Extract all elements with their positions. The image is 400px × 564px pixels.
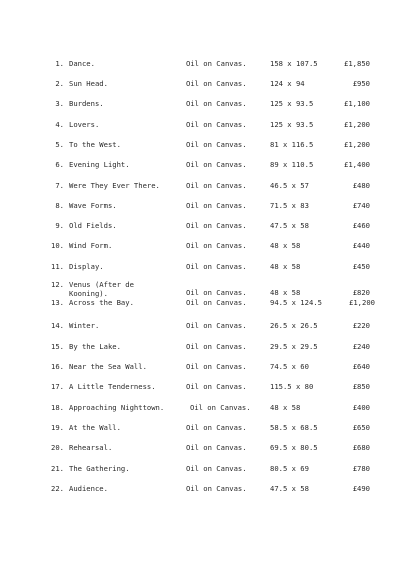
item-size: 94.5 x 124.5 — [270, 298, 322, 307]
item-medium: Oil on Canvas. — [186, 342, 247, 351]
item-number: 4. — [55, 120, 64, 129]
item-number: 18. — [51, 403, 64, 412]
item-price: £640 — [352, 362, 370, 371]
item-size: 74.5 x 60 — [270, 362, 309, 371]
item-medium: Oil on Canvas. — [186, 298, 247, 307]
item-number: 2. — [55, 79, 64, 88]
item-title: Approaching Nighttown. — [69, 403, 165, 412]
item-size: 29.5 x 29.5 — [270, 342, 318, 351]
item-size: 48 x 58 — [270, 262, 301, 271]
item-title: To the West. — [69, 140, 121, 149]
item-number: 19. — [51, 423, 64, 432]
list-item — [0, 362, 400, 376]
list-item — [0, 403, 400, 417]
item-price: £1,200 — [349, 298, 375, 307]
item-size: 46.5 x 57 — [270, 181, 309, 190]
item-size: 26.5 x 26.5 — [270, 321, 318, 330]
item-size: 47.5 x 58 — [270, 221, 309, 230]
item-size: 158 x 107.5 — [270, 59, 318, 68]
item-medium: Oil on Canvas. — [186, 201, 247, 210]
item-medium: Oil on Canvas. — [186, 362, 247, 371]
item-title: A Little Tenderness. — [69, 382, 156, 391]
item-price: £480 — [352, 181, 370, 190]
item-medium: Oil on Canvas. — [186, 160, 247, 169]
item-title: Display. — [69, 262, 104, 271]
item-size: 80.5 x 69 — [270, 464, 309, 473]
item-number: 21. — [51, 464, 64, 473]
item-number: 12. — [51, 280, 64, 289]
item-price: £950 — [352, 79, 370, 88]
item-title: Wind Form. — [69, 241, 113, 250]
item-medium: Oil on Canvas. — [186, 321, 247, 330]
list-item — [0, 423, 400, 437]
item-number: 16. — [51, 362, 64, 371]
item-number: 20. — [51, 443, 64, 452]
item-number: 6. — [55, 160, 64, 169]
item-number: 22. — [51, 484, 64, 493]
item-title: Audience. — [69, 484, 108, 493]
list-item — [0, 321, 400, 335]
item-price: £680 — [352, 443, 370, 452]
item-title: Near the Sea Wall. — [69, 362, 147, 371]
item-title: Venus (After de Kooning). — [69, 280, 134, 298]
item-price: £220 — [352, 321, 370, 330]
item-title: Across the Bay. — [69, 298, 134, 307]
item-number: 3. — [55, 99, 64, 108]
item-size: 71.5 x 83 — [270, 201, 309, 210]
item-size: 48 x 58 — [270, 288, 301, 297]
item-number: 8. — [55, 201, 64, 210]
item-medium: Oil on Canvas. — [186, 288, 247, 297]
item-price: £1,400 — [344, 160, 370, 169]
item-medium: Oil on Canvas. — [186, 484, 247, 493]
item-price: £820 — [352, 288, 370, 297]
item-size: 81 x 116.5 — [270, 140, 314, 149]
item-medium: Oil on Canvas. — [186, 382, 247, 391]
list-item — [0, 120, 400, 134]
item-size: 48 x 58 — [270, 403, 301, 412]
list-item — [0, 160, 400, 174]
item-number: 9. — [55, 221, 64, 230]
item-title: Wave Forms. — [69, 201, 117, 210]
list-item — [0, 59, 400, 73]
item-number: 11. — [51, 262, 64, 271]
item-medium: Oil on Canvas. — [186, 241, 247, 250]
item-price: £1,200 — [344, 120, 370, 129]
item-number: 17. — [51, 382, 64, 391]
item-title: Winter. — [69, 321, 100, 330]
item-number: 15. — [51, 342, 64, 351]
item-number: 7. — [55, 181, 64, 190]
list-item — [0, 99, 400, 113]
item-medium: Oil on Canvas. — [186, 443, 247, 452]
item-title: Rehearsal. — [69, 443, 113, 452]
item-size: 115.5 x 80 — [270, 382, 314, 391]
list-item — [0, 280, 400, 300]
list-item — [0, 181, 400, 195]
list-item — [0, 298, 400, 312]
item-size: 124 x 94 — [270, 79, 305, 88]
item-medium: Oil on Canvas. — [186, 262, 247, 271]
list-item — [0, 382, 400, 396]
item-title: At the Wall. — [69, 423, 121, 432]
item-title: The Gathering. — [69, 464, 130, 473]
list-item — [0, 201, 400, 215]
item-title: Lovers. — [69, 120, 100, 129]
item-medium: Oil on Canvas. — [186, 181, 247, 190]
list-item — [0, 221, 400, 235]
list-item — [0, 464, 400, 478]
item-number: 13. — [51, 298, 64, 307]
item-price: £460 — [352, 221, 370, 230]
item-medium: Oil on Canvas. — [186, 423, 247, 432]
item-medium: Oil on Canvas. — [186, 140, 247, 149]
item-title: Burdens. — [69, 99, 104, 108]
item-price: £400 — [352, 403, 370, 412]
item-size: 69.5 x 80.5 — [270, 443, 318, 452]
item-title: Sun Head. — [69, 79, 108, 88]
list-item — [0, 443, 400, 457]
item-number: 1. — [55, 59, 64, 68]
item-title: Were They Ever There. — [69, 181, 160, 190]
list-item — [0, 79, 400, 93]
item-title: Evening Light. — [69, 160, 130, 169]
list-item — [0, 241, 400, 255]
item-size: 89 x 110.5 — [270, 160, 314, 169]
item-medium: Oil on Canvas. — [186, 221, 247, 230]
item-title: Dance. — [69, 59, 95, 68]
item-medium: Oil on Canvas. — [190, 403, 251, 412]
item-size: 47.5 x 58 — [270, 484, 309, 493]
item-price: £1,850 — [344, 59, 370, 68]
item-title: Old Fields. — [69, 221, 117, 230]
item-price: £780 — [352, 464, 370, 473]
item-medium: Oil on Canvas. — [186, 120, 247, 129]
item-medium: Oil on Canvas. — [186, 59, 247, 68]
item-size: 125 x 93.5 — [270, 99, 314, 108]
list-item — [0, 342, 400, 356]
item-number: 10. — [51, 241, 64, 250]
list-item — [0, 262, 400, 276]
list-item — [0, 484, 400, 498]
item-price: £1,200 — [344, 140, 370, 149]
item-number: 5. — [55, 140, 64, 149]
item-size: 48 x 58 — [270, 241, 301, 250]
item-price: £490 — [352, 484, 370, 493]
item-title: By the Lake. — [69, 342, 121, 351]
item-price: £1,100 — [344, 99, 370, 108]
item-price: £850 — [352, 382, 370, 391]
item-size: 125 x 93.5 — [270, 120, 314, 129]
item-number: 14. — [51, 321, 64, 330]
item-price: £440 — [352, 241, 370, 250]
item-medium: Oil on Canvas. — [186, 99, 247, 108]
item-price: £650 — [352, 423, 370, 432]
list-item — [0, 140, 400, 154]
item-price: £240 — [352, 342, 370, 351]
item-price: £450 — [352, 262, 370, 271]
item-medium: Oil on Canvas. — [186, 464, 247, 473]
item-price: £740 — [352, 201, 370, 210]
item-medium: Oil on Canvas. — [186, 79, 247, 88]
item-size: 58.5 x 68.5 — [270, 423, 318, 432]
